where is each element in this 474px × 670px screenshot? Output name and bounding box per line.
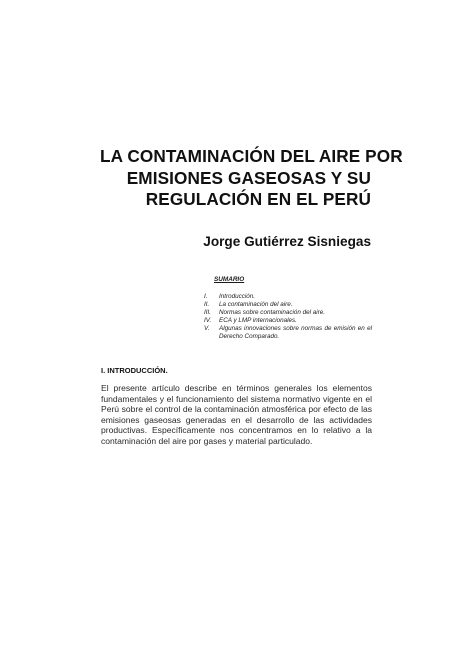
summary-item-number: III. bbox=[204, 309, 211, 317]
summary-list bbox=[204, 293, 372, 342]
summary-item-number: V. bbox=[204, 325, 210, 333]
summary-item bbox=[204, 293, 372, 301]
summary-item bbox=[204, 325, 372, 341]
summary-heading: SUMARIO bbox=[214, 276, 245, 283]
summary-item-number: IV. bbox=[204, 317, 212, 325]
summary-item bbox=[204, 309, 372, 317]
title-line: EMISIONES GASEOSAS Y SU bbox=[126, 167, 371, 188]
summary-item-text: ECA y LMP internacionales. bbox=[219, 317, 297, 325]
author-name: Jorge Gutiérrez Sisniegas bbox=[203, 234, 371, 249]
summary-item-text: Normas sobre contaminación del aire. bbox=[219, 309, 326, 317]
summary-item-text: Algunas innovaciones sobre normas de emisión en el Derecho Comparado. bbox=[219, 325, 372, 341]
summary-item-text: Introducción. bbox=[219, 293, 256, 300]
summary-block bbox=[204, 276, 372, 342]
body-paragraph: El presente artículo describe en términos generales los elementos fundamentales y el funcionamiento del sistema normativo vigente en el Perú sobre el control de la contaminación atmosférica por efecto de las emisiones gaseosas generadas en el desarrollo de las actividades productivas. Específicamente nos concentramos en lo relativo a la contaminación del aire por gases y material particulado. bbox=[101, 383, 372, 446]
article-title bbox=[100, 146, 403, 211]
summary-item-number: II. bbox=[204, 301, 210, 309]
title-line: LA CONTAMINACIÓN DEL AIRE POR bbox=[100, 146, 403, 166]
summary-item-text: La contaminación del aire. bbox=[219, 301, 293, 309]
title-line: REGULACIÓN EN EL PERÚ bbox=[145, 189, 371, 209]
summary-item bbox=[204, 317, 372, 325]
summary-item bbox=[204, 301, 372, 309]
section-heading: I. INTRODUCCIÓN. bbox=[101, 366, 168, 375]
summary-item-number: I. bbox=[204, 293, 208, 300]
